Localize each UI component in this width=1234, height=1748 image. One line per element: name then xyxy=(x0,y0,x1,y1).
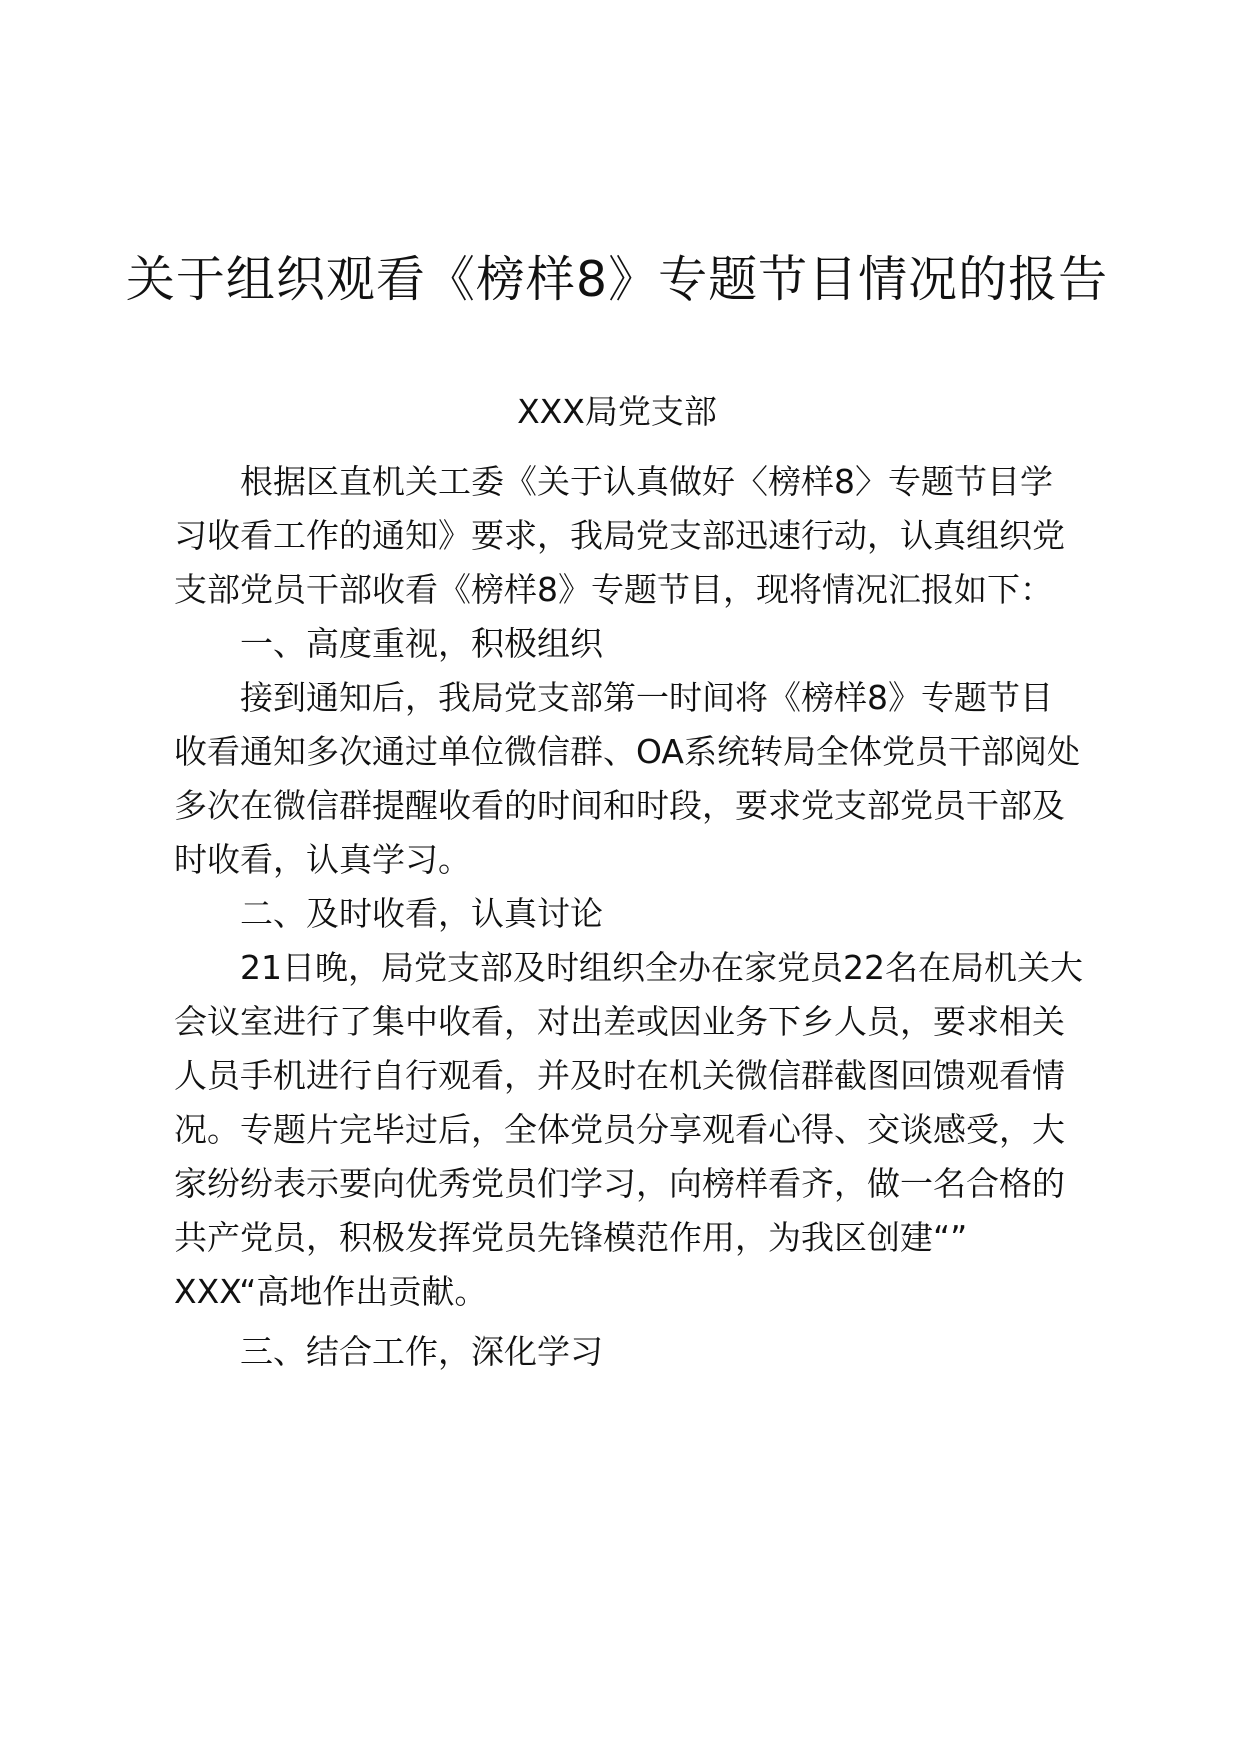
body-line: XXX“高地作出贡献。 xyxy=(174,1272,488,1311)
body-line: 时收看，认真学习。 xyxy=(174,840,471,879)
section-heading-2: 二、及时收看，认真讨论 xyxy=(240,894,603,933)
body-line: 21日晚，局党支部及时组织全办在家党员22名在局机关大 xyxy=(240,948,1083,987)
body-line: 家纷纷表示要向优秀党员们学习，向榜样看齐，做一名合格的 xyxy=(174,1164,1065,1203)
document-author: XXX局党支部 xyxy=(517,392,717,431)
body-line: 接到通知后，我局党支部第一时间将《榜样8》专题节目 xyxy=(240,678,1053,717)
body-line: 收看通知多次通过单位微信群、OA系统转局全体党员干部阅处 xyxy=(174,732,1080,771)
body-line: 支部党员干部收看《榜样8》专题节目，现将情况汇报如下： xyxy=(174,570,1053,609)
body-line: 根据区直机关工委《关于认真做好〈榜样8〉专题节目学 xyxy=(240,462,1053,501)
body-line: 人员手机进行自行观看，并及时在机关微信群截图回馈观看情 xyxy=(174,1056,1065,1095)
body-line: 多次在微信群提醒收看的时间和时段，要求党支部党员干部及 xyxy=(174,786,1065,825)
section-heading-3: 三、结合工作，深化学习 xyxy=(240,1332,603,1371)
body-line: 习收看工作的通知》要求，我局党支部迅速行动，认真组织党 xyxy=(174,516,1065,555)
body-line: 会议室进行了集中收看，对出差或因业务下乡人员，要求相关 xyxy=(174,1002,1065,1041)
document-title: 关于组织观看《榜样8》专题节目情况的报告 xyxy=(125,251,1109,308)
body-line: 况。专题片完毕过后，全体党员分享观看心得、交谈感受，大 xyxy=(174,1110,1065,1149)
section-heading-1: 一、高度重视，积极组织 xyxy=(240,624,603,663)
body-line: 共产党员，积极发挥党员先锋模范作用，为我区创建“” xyxy=(174,1218,968,1257)
